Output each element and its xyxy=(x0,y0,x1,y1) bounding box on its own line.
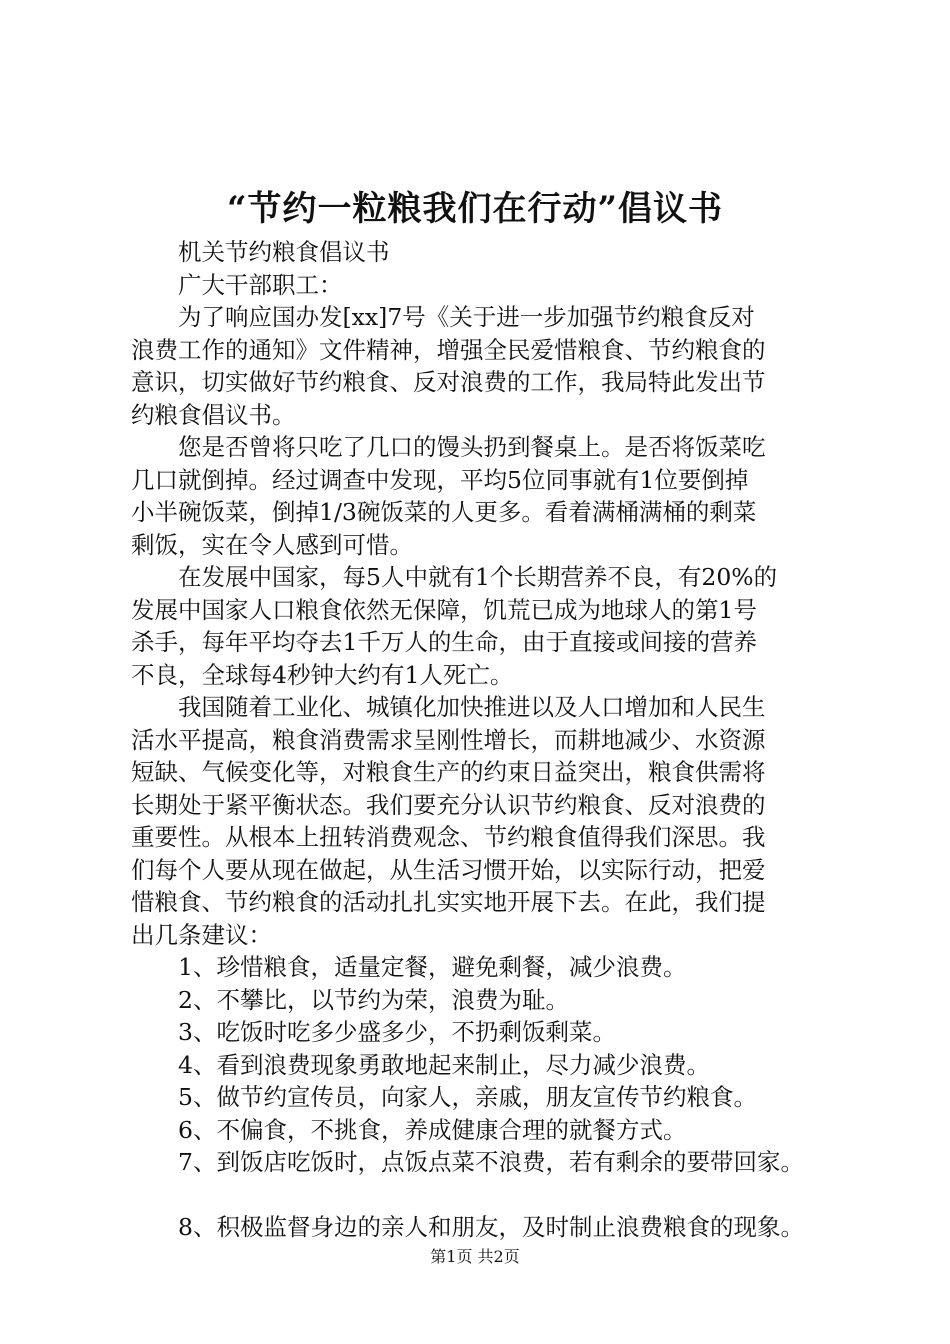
paragraph-line: 惜粮食、节约粮食的活动扎扎实实地开展下去。在此，我们提 xyxy=(131,888,766,916)
suggestion-item: 1、珍惜粮食，适量定餐，避免剩餐，减少浪费。 xyxy=(178,953,687,981)
document-subtitle: 机关节约粮食倡议书 xyxy=(178,238,390,266)
paragraph-3 xyxy=(131,561,836,691)
suggestion-item: 2、不攀比，以节约为荣，浪费为耻。 xyxy=(178,985,569,1014)
paragraph-line: 出几条建议： xyxy=(131,920,272,949)
paragraph-line: 重要性。从根本上扭转消费观念、节约粮食值得我们深思。我 xyxy=(131,823,766,851)
paragraph-line: 为了响应国办发[xx]7号《关于进一步加强节约粮食反对 xyxy=(178,303,755,331)
paragraph-line: 意识，切实做好节约粮食、反对浪费的工作，我局特此发出节 xyxy=(131,368,766,396)
salutation: 广大干部职工： xyxy=(178,270,343,299)
blank-line xyxy=(131,1179,836,1212)
suggestion-list xyxy=(131,951,836,1244)
document-body xyxy=(131,236,836,1244)
paragraph-line: 杀手，每年平均夺去1千万人的生命，由于直接或间接的营养 xyxy=(131,628,757,656)
paragraph-line: 短缺、气候变化等，对粮食生产的约束日益突出，粮食供需将 xyxy=(131,758,766,786)
paragraph-2 xyxy=(131,431,836,561)
suggestion-item: 8、积极监督身边的亲人和朋友，及时制止浪费粮食的现象。 xyxy=(178,1213,804,1241)
suggestion-item: 7、到饭店吃饭时，点饭点菜不浪费，若有剩余的要带回家。 xyxy=(178,1148,804,1176)
page-footer: 第1页 共2页 xyxy=(430,1247,520,1266)
paragraph-4 xyxy=(131,691,836,951)
paragraph-line: 几口就倒掉。经过调查中发现，平均5位同事就有1位要倒掉 xyxy=(131,465,749,494)
suggestion-item: 6、不偏食，不挑食，养成健康合理的就餐方式。 xyxy=(178,1115,687,1144)
paragraph-line: 在发展中国家，每5人中就有1个长期营养不良，有20%的 xyxy=(178,563,778,591)
paragraph-line: 发展中国家人口粮食依然无保障，饥荒已成为地球人的第1号 xyxy=(131,595,757,624)
paragraph-line: 长期处于紧平衡状态。我们要充分认识节约粮食、反对浪费的 xyxy=(131,790,766,819)
paragraph-line: 您是否曾将只吃了几口的馒头扔到餐桌上。是否将饭菜吃 xyxy=(178,433,766,461)
suggestion-item: 3、吃饭时吃多少盛多少，不扔剩饭剩菜。 xyxy=(178,1018,616,1046)
paragraph-line: 活水平提高，粮食消费需求呈刚性增长，而耕地减少、水资源 xyxy=(131,725,766,754)
paragraph-1 xyxy=(131,301,836,431)
paragraph-line: 我国随着工业化、城镇化加快推进以及人口增加和人民生 xyxy=(178,693,766,721)
paragraph-line: 不良，全球每4秒钟大约有1人死亡。 xyxy=(131,660,514,689)
paragraph-line: 剩饭，实在令人感到可惜。 xyxy=(131,530,413,559)
paragraph-line: 浪费工作的通知》文件精神，增强全民爱惜粮食、节约粮食的 xyxy=(131,335,766,364)
paragraph-line: 们每个人要从现在做起，从生活习惯开始，以实际行动，把爱 xyxy=(131,855,766,884)
document-title: “节约一粒粮我们在行动”倡议书 xyxy=(226,189,724,229)
paragraph-line: 约粮食倡议书。 xyxy=(131,400,296,429)
suggestion-item: 4、看到浪费现象勇敢地起来制止，尽力减少浪费。 xyxy=(178,1050,710,1079)
paragraph-line: 小半碗饭菜，倒掉1/3碗饭菜的人更多。看着满桶满桶的剩菜 xyxy=(131,498,757,526)
suggestion-item: 5、做节约宣传员，向家人，亲戚，朋友宣传节约粮食。 xyxy=(178,1083,757,1111)
